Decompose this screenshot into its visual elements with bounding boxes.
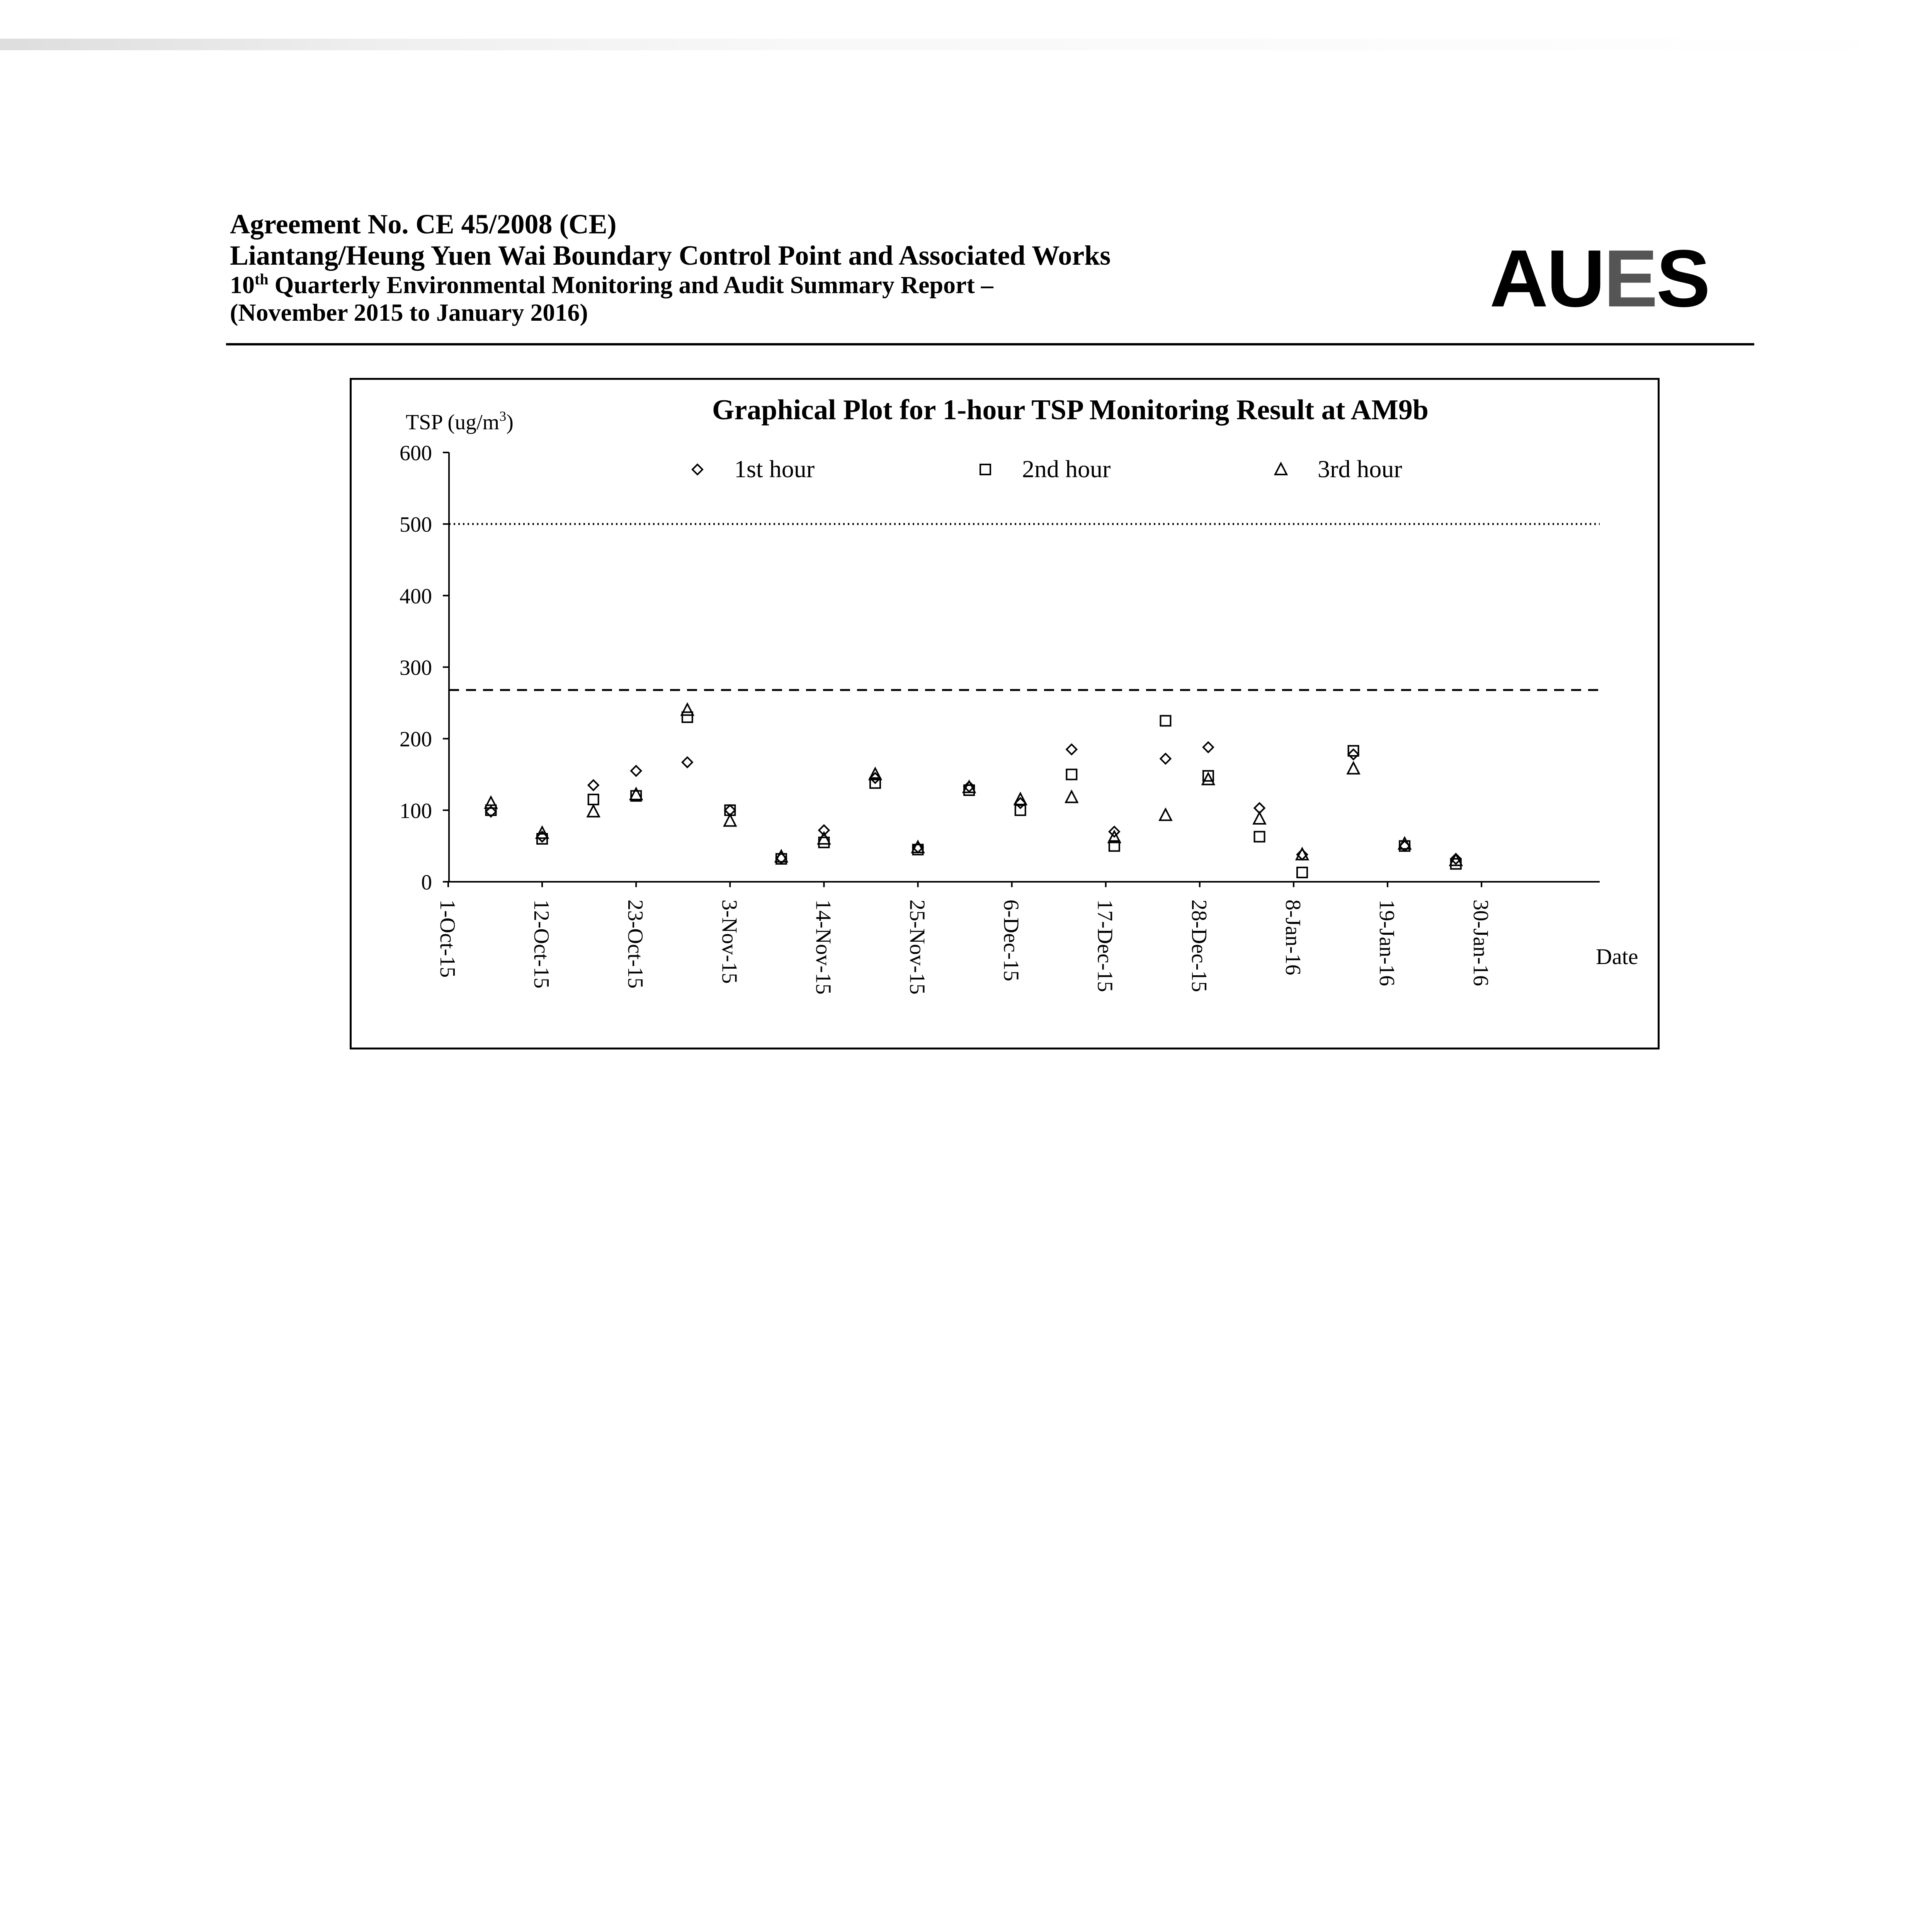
data-point-triangle xyxy=(1254,813,1265,824)
x-tick-label: 17-Dec-15 xyxy=(1093,900,1117,992)
data-point-diamond xyxy=(631,766,641,776)
data-point-triangle xyxy=(630,788,642,799)
x-tick-label: 12-Oct-15 xyxy=(529,900,554,989)
data-point-triangle xyxy=(1202,773,1214,784)
logo-text-end: S xyxy=(1656,233,1709,324)
x-tick-label: 6-Dec-15 xyxy=(999,900,1023,981)
header-divider xyxy=(226,343,1754,345)
report-quarter-number: 10 xyxy=(230,271,255,299)
legend-marker-square xyxy=(980,464,990,474)
tsp-scatter-chart xyxy=(352,380,1658,1048)
data-point-diamond xyxy=(1349,749,1359,759)
y-tick-label: 400 xyxy=(400,584,432,609)
y-tick-label: 600 xyxy=(400,441,432,465)
data-point-triangle xyxy=(682,704,693,715)
data-point-triangle xyxy=(588,806,599,817)
x-tick-label: 23-Oct-15 xyxy=(623,900,648,989)
agreement-number: Agreement No. CE 45/2008 (CE) xyxy=(230,209,617,240)
legend-label: 1st hour xyxy=(734,455,815,483)
y-tick-label: 300 xyxy=(400,656,432,680)
data-point-square xyxy=(1160,716,1170,726)
y-axis-label xyxy=(406,408,514,434)
report-title-text: Quarterly Environmental Monitoring and Audit Summary Report – xyxy=(268,271,993,299)
x-tick-label: 19-Jan-16 xyxy=(1375,900,1399,986)
company-logo xyxy=(1490,232,1709,325)
data-point-diamond xyxy=(1160,754,1170,764)
data-point-square xyxy=(1015,805,1026,815)
y-tick-label: 500 xyxy=(400,513,432,537)
data-point-triangle xyxy=(1399,838,1410,849)
x-tick-label: 28-Dec-15 xyxy=(1187,900,1211,992)
y-tick-label: 100 xyxy=(400,799,432,823)
data-point-triangle xyxy=(818,833,830,844)
chart-frame xyxy=(350,378,1660,1049)
data-point-triangle xyxy=(724,815,736,826)
data-point-triangle xyxy=(1348,762,1359,774)
x-tick-label: 25-Nov-15 xyxy=(905,900,929,995)
y-tick-label: 0 xyxy=(421,871,432,895)
x-tick-label: 30-Jan-16 xyxy=(1469,900,1493,986)
y-axis-label-end: ) xyxy=(506,410,514,434)
scan-artifact xyxy=(0,39,1915,50)
legend-label: 2nd hour xyxy=(1022,455,1111,483)
logo-text-main: AU xyxy=(1490,233,1604,324)
data-point-diamond xyxy=(1203,742,1213,752)
data-point-triangle xyxy=(1160,809,1171,820)
data-point-triangle xyxy=(1066,791,1077,803)
data-point-diamond xyxy=(1066,744,1077,754)
x-tick-label: 1-Oct-15 xyxy=(435,900,459,978)
project-title: Liantang/Heung Yuen Wai Boundary Control Point and Associated Works xyxy=(230,240,1111,271)
data-point-square xyxy=(1349,746,1359,756)
data-point-diamond xyxy=(588,780,599,790)
plot-area xyxy=(400,441,1600,995)
data-point-diamond xyxy=(682,757,692,767)
legend-marker-diamond xyxy=(692,464,702,474)
data-point-square xyxy=(588,794,599,804)
y-axis-label-text: TSP (ug/m xyxy=(406,410,500,434)
report-quarter-suffix: th xyxy=(255,270,269,288)
logo-text-e: E xyxy=(1604,233,1656,324)
report-period: (November 2015 to January 2016) xyxy=(230,299,588,327)
legend-marker-triangle xyxy=(1275,463,1287,474)
data-point-square xyxy=(1297,867,1307,878)
chart-title: Graphical Plot for 1-hour TSP Monitoring Result at AM9b xyxy=(712,394,1429,426)
data-point-square xyxy=(682,712,692,722)
data-point-square xyxy=(1255,832,1265,842)
data-point-square xyxy=(1066,769,1077,779)
x-tick-label: 8-Jan-16 xyxy=(1281,900,1305,975)
y-tick-label: 200 xyxy=(400,727,432,752)
legend-label: 3rd hour xyxy=(1318,455,1402,483)
x-tick-label: 3-Nov-15 xyxy=(717,900,742,984)
x-tick-label: 14-Nov-15 xyxy=(811,900,835,995)
chart-legend xyxy=(692,455,1402,483)
x-axis-label: Date xyxy=(1596,944,1638,969)
y-axis-label-sup: 3 xyxy=(499,408,507,424)
